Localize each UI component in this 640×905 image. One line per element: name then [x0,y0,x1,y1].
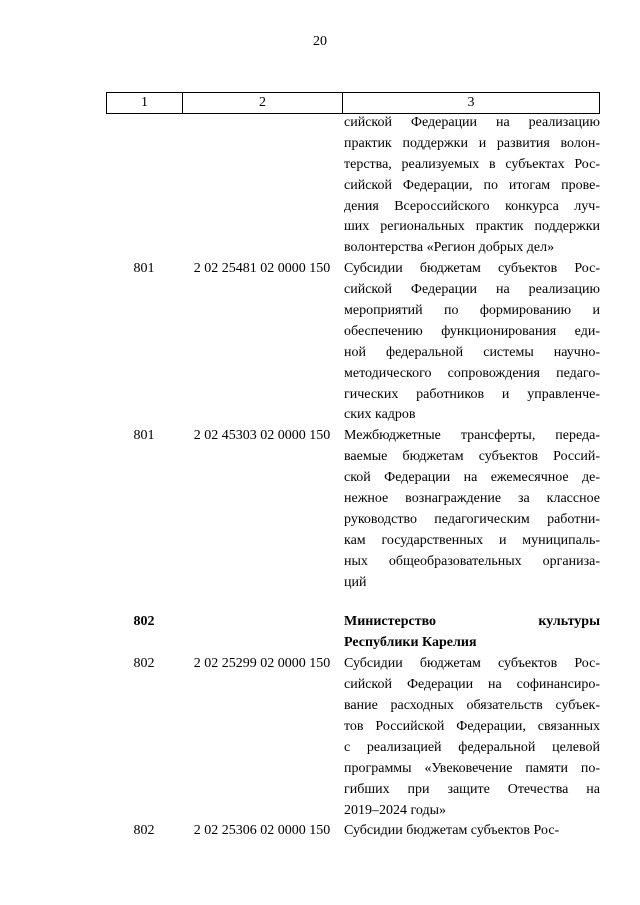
table-row [106,259,600,426]
description-line: сийской Федерации на софинансиро- [344,677,600,693]
description-line: обеспечению функционирования еди- [344,323,600,339]
description-line: ской Федерации на ежемесячное де- [344,470,600,486]
kbk-cell: 2 02 25481 02 0000 150 [193,261,331,277]
description-line: методического сопровождения педаго- [344,365,600,381]
description-line: волонтерства «Регион добрых дел» [344,240,555,256]
description-line: гибших при защите Отечества на [344,781,600,797]
code-cell: 802 [133,656,155,672]
description-line: вание расходных обязательств субъек- [344,698,600,714]
table-row [106,426,600,593]
header-col-3: 3 [467,95,475,110]
description-cell [344,259,600,426]
code-cell: 801 [133,261,155,277]
table-row [106,654,600,821]
code-cell [106,113,182,259]
description-line: кам государственных и муниципаль- [344,532,600,548]
description-line: терства, реализуемых в субъектах Рос- [344,156,600,172]
description-line: мероприятий по формированию и [344,303,600,319]
description-line: сийской Федерации, по итогам прове- [344,177,600,193]
description-line: практик поддержки и развития волон- [344,135,600,151]
description-line: 2019–2024 годы» [344,802,447,818]
code-cell: 802 [133,823,155,839]
description-line: ских кадров [344,407,416,423]
kbk-cell [182,113,342,259]
kbk-cell: 2 02 45303 02 0000 150 [193,428,331,444]
table-row [106,821,600,842]
description-line: Субсидии бюджетам субъектов Рос- [344,656,600,672]
description-cell [344,821,600,842]
description-cell [344,113,600,259]
description-cell [344,612,600,654]
table-row [106,612,600,654]
description-line: гических работников и управленче- [344,386,600,402]
description-line: руководство педагогическим работни- [344,511,600,527]
description-line: Субсидии бюджетам субъектов Рос- [344,823,560,839]
table-row [106,113,600,259]
description-line: сийской Федерации на реализацию [344,282,600,298]
description-line: ных общеобразовательных организа- [344,553,600,569]
description-cell [344,426,600,593]
kbk-cell: 2 02 25299 02 0000 150 [193,656,331,672]
kbk-cell: 2 02 25306 02 0000 150 [193,823,331,839]
description-line: тов Российской Федерации, связанных [344,718,600,734]
description-line: программы «Увековечение памяти по- [344,760,600,776]
description-line: ций [344,574,367,590]
section-spacer [106,593,600,612]
page-number: 20 [313,34,327,49]
description-line: Министерство культуры [344,614,600,630]
description-line: нежное вознаграждение за классное [344,491,600,507]
description-line: ваемые бюджетам субъектов Россий- [344,449,600,465]
table-body [106,113,600,842]
description-line: с реализацией федеральной целевой [344,739,600,755]
description-cell [344,654,600,821]
description-line: Республики Карелия [344,635,477,651]
description-line: дения Всероссийского конкурса луч- [344,198,600,214]
table-header [106,92,600,114]
description-line: Субсидии бюджетам субъектов Рос- [344,261,600,277]
description-line: ной федеральной системы научно- [344,344,600,360]
header-col-2: 2 [183,93,343,113]
header-col-1: 1 [107,93,183,113]
description-line: ших региональных практик поддержки [344,219,600,235]
description-line: сийской Федерации на реализацию [344,115,600,130]
description-line: Межбюджетные трансферты, переда- [344,428,600,444]
kbk-cell [182,612,342,654]
code-cell: 801 [133,428,155,444]
code-cell: 802 [133,614,155,630]
